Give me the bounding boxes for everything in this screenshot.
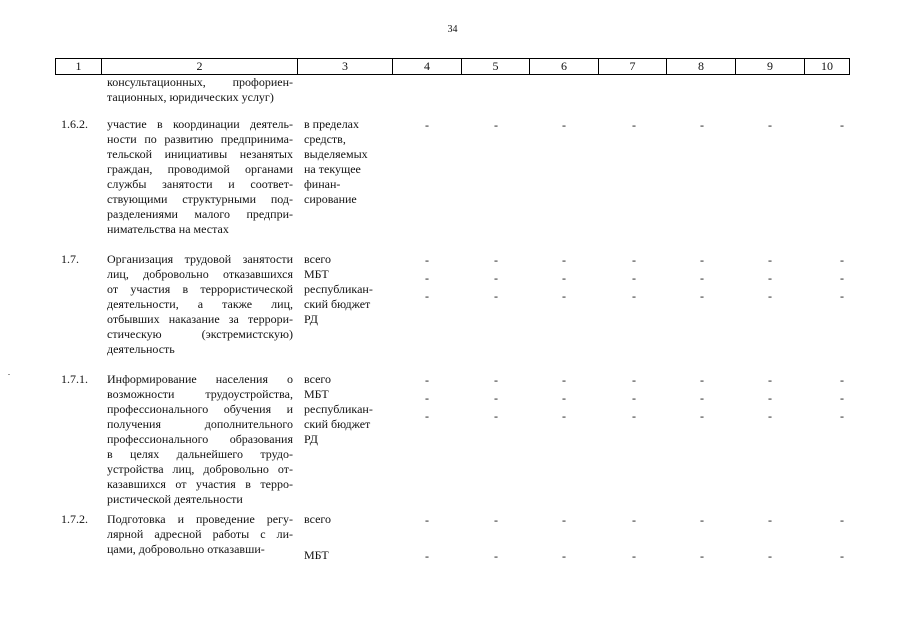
value-cell: - xyxy=(840,409,844,423)
description-line: профессионального обучения и xyxy=(107,402,293,416)
description-line: тационных, юридических услуг) xyxy=(107,90,274,104)
value-cell: - xyxy=(700,253,704,267)
scan-mark xyxy=(8,374,10,375)
value-cell: - xyxy=(840,271,844,285)
value-cell: - xyxy=(562,271,566,285)
value-cell: - xyxy=(768,549,772,563)
funding-line: выделяемых xyxy=(304,147,368,161)
funding-line: всего xyxy=(304,372,332,386)
value-cell: - xyxy=(562,289,566,303)
value-cell: - xyxy=(700,289,704,303)
description-line: лиц, добровольно отказавшихся xyxy=(107,267,293,281)
description-line: участие в координации деятель- xyxy=(107,117,293,131)
description-line: отбывших наказание за террори- xyxy=(107,312,293,326)
funding-line: ский бюджет xyxy=(304,417,371,431)
header-cell-7: 7 xyxy=(598,59,666,74)
value-cell: - xyxy=(562,118,566,132)
value-cell: - xyxy=(425,391,429,405)
value-cell: - xyxy=(425,118,429,132)
funding-line: сирование xyxy=(304,192,357,206)
row-description xyxy=(107,372,293,507)
description-line: ристической деятельности xyxy=(107,492,243,506)
value-cell: - xyxy=(632,253,636,267)
funding-line: средств, xyxy=(304,132,346,146)
value-cell: - xyxy=(700,549,704,563)
row-number: 1.7.1. xyxy=(61,372,88,386)
value-cell: - xyxy=(632,513,636,527)
value-cell: - xyxy=(632,409,636,423)
value-cell: - xyxy=(768,373,772,387)
description-line: службы занятости и соответ- xyxy=(107,177,293,191)
description-line: получения дополнительного xyxy=(107,417,293,431)
row-funding-source xyxy=(304,512,394,563)
funding-line: РД xyxy=(304,312,318,326)
description-line: деятельность xyxy=(107,342,175,356)
description-line: казавшихся от участия в терро- xyxy=(107,477,293,491)
value-cell: - xyxy=(562,513,566,527)
description-line: ности по развитию предпринима- xyxy=(107,132,293,146)
value-cell: - xyxy=(494,549,498,563)
funding-line: всего xyxy=(304,512,332,526)
page-number: 34 xyxy=(447,24,458,35)
value-cell: - xyxy=(494,409,498,423)
value-cell: - xyxy=(840,289,844,303)
value-cell: - xyxy=(840,118,844,132)
value-cell: - xyxy=(562,549,566,563)
header-cell-3: 3 xyxy=(297,59,392,74)
header-cell-6: 6 xyxy=(529,59,598,74)
row-funding-source xyxy=(304,117,394,207)
value-cell: - xyxy=(494,118,498,132)
value-cell: - xyxy=(494,271,498,285)
description-line: граждан, проводимой органами xyxy=(107,162,293,176)
value-cell: - xyxy=(562,409,566,423)
value-cell: - xyxy=(562,373,566,387)
value-cell: - xyxy=(700,271,704,285)
value-cell: - xyxy=(632,373,636,387)
value-cell: - xyxy=(494,253,498,267)
description-line: цами, добровольно отказавши- xyxy=(107,542,265,556)
value-cell: - xyxy=(425,253,429,267)
header-cell-1: 1 xyxy=(55,59,101,74)
value-cell: - xyxy=(632,271,636,285)
funding-line: республикан- xyxy=(304,282,373,296)
value-cell: - xyxy=(768,409,772,423)
description-line: консультационных, профориен- xyxy=(107,75,293,89)
description-line: стическую (экстремистскую) xyxy=(107,327,293,341)
value-cell: - xyxy=(768,271,772,285)
value-cell: - xyxy=(700,373,704,387)
description-line: возможности трудоустройства, xyxy=(107,387,293,401)
funding-line: финан- xyxy=(304,177,341,191)
description-line: деятельности, а также лиц, xyxy=(107,297,293,311)
value-cell: - xyxy=(632,289,636,303)
value-cell: - xyxy=(840,253,844,267)
row-funding-source xyxy=(304,372,394,447)
value-cell: - xyxy=(494,513,498,527)
description-line: профессионального образования xyxy=(107,432,293,446)
table-header-row xyxy=(55,58,850,75)
description-line: от участия в террористической xyxy=(107,282,293,296)
header-cell-9: 9 xyxy=(735,59,804,74)
funding-line: РД xyxy=(304,432,318,446)
header-cell-4: 4 xyxy=(392,59,461,74)
value-cell: - xyxy=(425,373,429,387)
row-description xyxy=(107,117,293,237)
description-line: нимательства на местах xyxy=(107,222,229,236)
value-cell: - xyxy=(768,118,772,132)
value-cell: - xyxy=(425,549,429,563)
value-cell: - xyxy=(632,118,636,132)
description-line: Информирование населения о xyxy=(107,372,293,386)
row-description xyxy=(107,75,293,105)
value-cell: - xyxy=(840,513,844,527)
value-cell: - xyxy=(425,409,429,423)
funding-line: МБТ xyxy=(304,548,329,562)
funding-line: в пределах xyxy=(304,117,360,131)
value-cell: - xyxy=(700,118,704,132)
row-number: 1.6.2. xyxy=(61,117,88,131)
row-description xyxy=(107,252,293,357)
value-cell: - xyxy=(840,391,844,405)
funding-line: всего xyxy=(304,252,332,266)
description-line: в целях дальнейшего трудо- xyxy=(107,447,293,461)
value-cell: - xyxy=(768,513,772,527)
value-cell: - xyxy=(700,409,704,423)
funding-line: ский бюджет xyxy=(304,297,371,311)
row-funding-source xyxy=(304,252,394,327)
description-line: тельской инициативы незанятых xyxy=(107,147,293,161)
header-cell-2: 2 xyxy=(101,59,297,74)
header-cell-8: 8 xyxy=(666,59,735,74)
row-number: 1.7. xyxy=(61,252,79,266)
description-line: ствующими структурными под- xyxy=(107,192,293,206)
header-cell-10: 10 xyxy=(804,59,850,74)
description-line: разделениями малого предпри- xyxy=(107,207,293,221)
value-cell: - xyxy=(700,391,704,405)
funding-line: республикан- xyxy=(304,402,373,416)
value-cell: - xyxy=(425,289,429,303)
value-cell: - xyxy=(632,391,636,405)
description-line: лярной адресной работы с ли- xyxy=(107,527,293,541)
value-cell: - xyxy=(494,289,498,303)
value-cell: - xyxy=(494,391,498,405)
value-cell: - xyxy=(425,271,429,285)
description-line: устройства лиц, добровольно от- xyxy=(107,462,293,476)
value-cell: - xyxy=(700,513,704,527)
value-cell: - xyxy=(494,373,498,387)
value-cell: - xyxy=(840,373,844,387)
funding-line: МБТ xyxy=(304,267,329,281)
value-cell: - xyxy=(562,253,566,267)
row-number: 1.7.2. xyxy=(61,512,88,526)
value-cell: - xyxy=(840,549,844,563)
value-cell: - xyxy=(768,253,772,267)
value-cell: - xyxy=(768,391,772,405)
row-description xyxy=(107,512,293,557)
value-cell: - xyxy=(425,513,429,527)
value-cell: - xyxy=(632,549,636,563)
value-cell: - xyxy=(768,289,772,303)
description-line: Организация трудовой занятости xyxy=(107,252,293,266)
funding-line: МБТ xyxy=(304,387,329,401)
funding-line xyxy=(304,527,394,548)
funding-line: на текущее xyxy=(304,162,361,176)
value-cell: - xyxy=(562,391,566,405)
header-cell-5: 5 xyxy=(461,59,529,74)
description-line: Подготовка и проведение регу- xyxy=(107,512,293,526)
